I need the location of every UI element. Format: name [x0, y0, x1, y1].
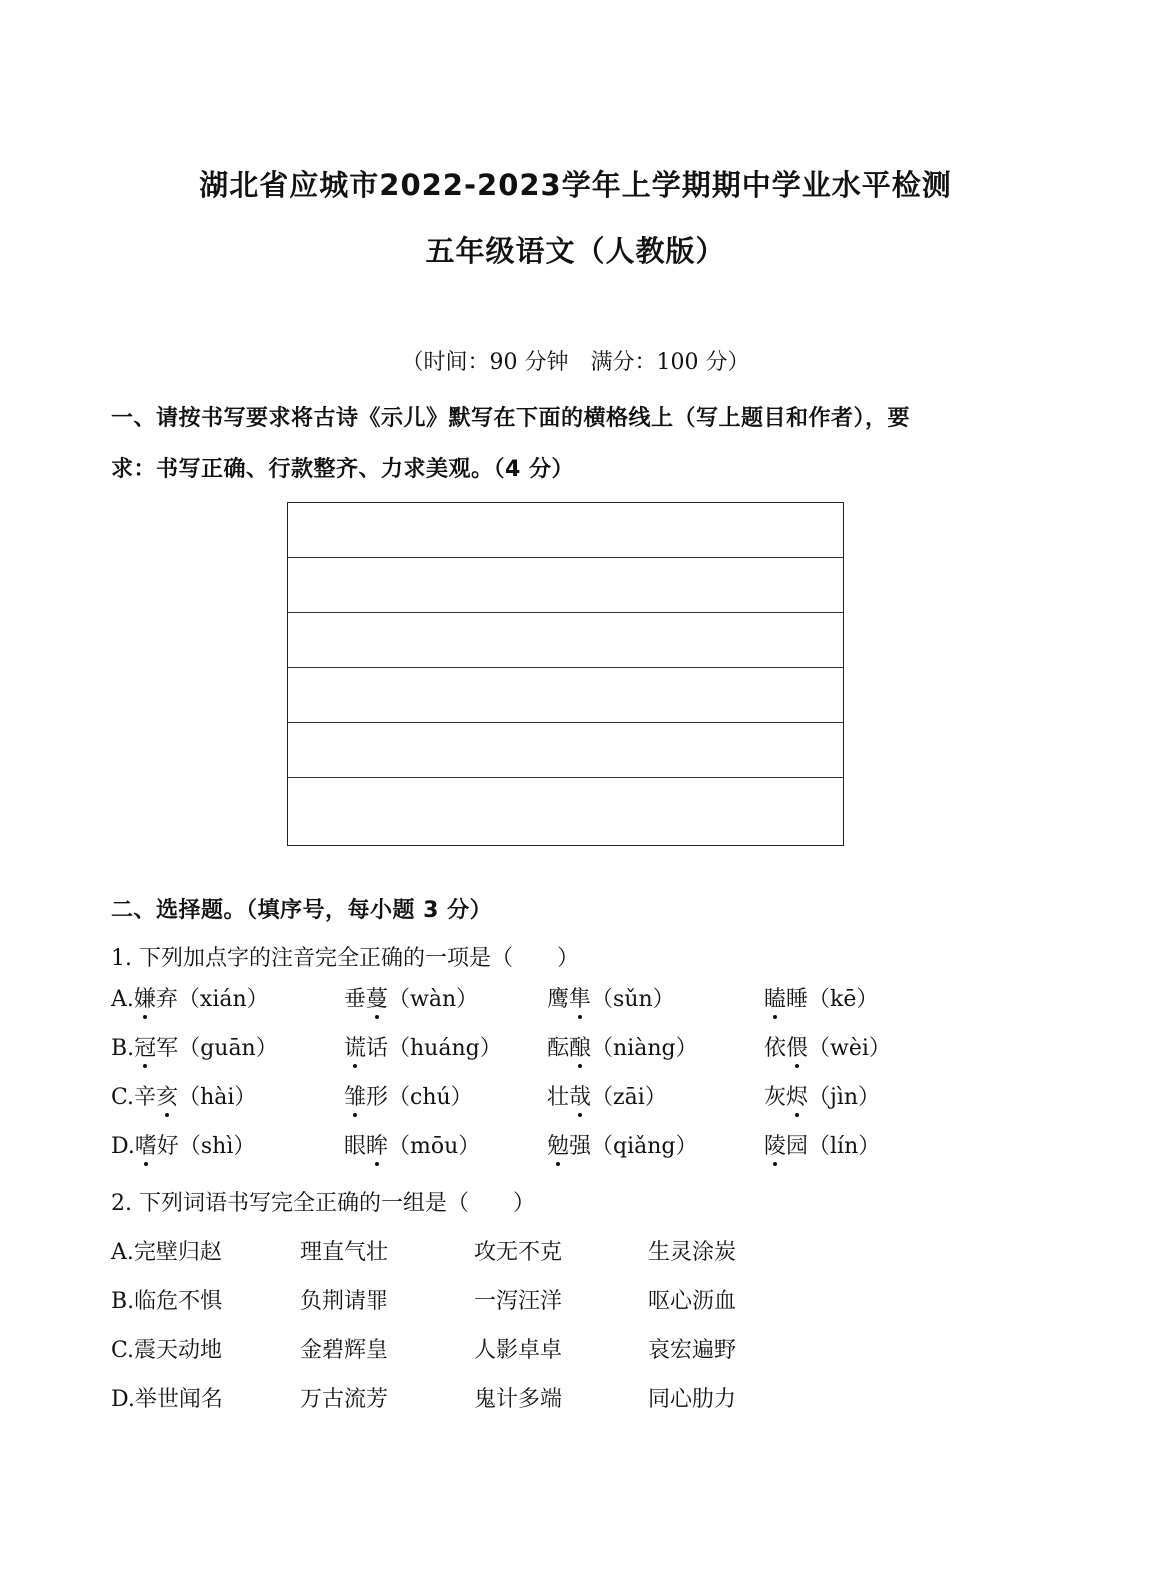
dotted-character: 谎	[344, 1031, 366, 1062]
word-pinyin: （sǔn）	[591, 987, 675, 1012]
option-label: D.	[111, 1134, 135, 1159]
word-pinyin: 强（qiǎng）	[569, 1134, 698, 1159]
word-part: 垂	[344, 987, 367, 1012]
q2-option-word	[648, 1333, 736, 1364]
word-part: 酝	[547, 1036, 570, 1061]
q1-option-item	[344, 1031, 502, 1062]
word-text: 理直气壮	[300, 1240, 389, 1265]
dotted-character: 冠	[134, 1031, 156, 1062]
word-pinyin: （niàng）	[591, 1036, 698, 1061]
q1-option-item	[764, 982, 878, 1013]
q1-option-item	[547, 1031, 698, 1062]
q2-option-word	[474, 1382, 562, 1413]
q2-stem: 2. 下列词语书写完全正确的一组是（ ）	[111, 1191, 535, 1216]
option-label: B.	[111, 1036, 135, 1061]
word-pinyin: 好（shì）	[156, 1134, 256, 1159]
word-text: 举世闻名	[134, 1387, 223, 1412]
section1-heading-line1: 一、请按书写要求将古诗《示儿》默写在下面的横格线上（写上题目和作者），要	[111, 406, 911, 431]
dotted-character: 嗜	[135, 1129, 157, 1160]
q2-option-word	[474, 1235, 562, 1266]
word-text: 负荆请罪	[300, 1289, 389, 1314]
q1-option-item	[764, 1031, 891, 1062]
dotted-character: 烬	[786, 1080, 808, 1111]
dotted-character: 雏	[344, 1080, 366, 1111]
writing-line	[288, 777, 843, 778]
q2-option-word	[474, 1284, 562, 1315]
dotted-character: 隼	[569, 982, 591, 1013]
word-pinyin: 园（lín）	[786, 1134, 881, 1159]
q1-option-item	[111, 1031, 278, 1062]
q1-option-item	[344, 1080, 473, 1111]
word-text: 攻无不克	[474, 1240, 563, 1265]
word-text: 鬼计多端	[474, 1387, 563, 1412]
word-text: 一泻汪洋	[474, 1289, 563, 1314]
word-pinyin: 话（huáng）	[366, 1036, 502, 1061]
q2-option-word	[474, 1333, 562, 1364]
word-text: 万古流芳	[300, 1387, 389, 1412]
dotted-character: 偎	[786, 1031, 808, 1062]
word-text: 临危不惧	[134, 1289, 223, 1314]
q1-option-item	[111, 1080, 256, 1111]
word-part: 眼	[344, 1134, 367, 1159]
exam-meta: （时间：90 分钟 满分：100 分）	[401, 350, 750, 375]
word-text: 震天动地	[134, 1338, 223, 1363]
writing-line	[288, 722, 843, 723]
section2-heading: 二、选择题。（填序号，每小题 3 分）	[111, 898, 493, 923]
option-label: C.	[111, 1338, 135, 1363]
q1-option-row[interactable]	[111, 1129, 1051, 1163]
q2-option-word	[648, 1284, 736, 1315]
q2-option-word	[300, 1382, 388, 1413]
option-label: C.	[111, 1085, 135, 1110]
dotted-character: 勉	[547, 1129, 569, 1160]
word-pinyin: 弃（xián）	[155, 987, 269, 1012]
q2-option-word	[111, 1235, 222, 1266]
q2-option-word	[300, 1333, 388, 1364]
q1-option-item	[547, 1080, 667, 1111]
option-label: A.	[111, 1240, 134, 1265]
q2-option-word	[300, 1235, 388, 1266]
q1-stem: 1. 下列加点字的注音完全正确的一项是（ ）	[111, 946, 579, 971]
option-label: A.	[111, 987, 134, 1012]
dotted-character: 亥	[156, 1080, 178, 1111]
dotted-character: 瞌	[764, 982, 786, 1013]
q1-option-row[interactable]	[111, 982, 1051, 1016]
word-part: 鹰	[547, 987, 570, 1012]
q2-option-word	[111, 1284, 222, 1315]
word-text: 生灵涂炭	[648, 1240, 737, 1265]
word-part: 依	[764, 1036, 787, 1061]
q2-option-row[interactable]	[111, 1284, 1051, 1318]
q2-option-word	[648, 1382, 736, 1413]
q2-option-word	[111, 1333, 222, 1364]
dotted-character: 哉	[569, 1080, 591, 1111]
q1-option-item	[344, 1129, 480, 1160]
word-pinyin: （jìn）	[808, 1085, 881, 1110]
q2-option-word	[300, 1284, 388, 1315]
q1-option-item	[547, 982, 675, 1013]
word-text: 哀宏遍野	[648, 1338, 737, 1363]
dotted-character: 眸	[366, 1129, 388, 1160]
word-text: 人影卓卓	[474, 1338, 563, 1363]
q1-option-item	[344, 982, 478, 1013]
word-pinyin: （wàn）	[388, 987, 479, 1012]
word-pinyin: （wèi）	[808, 1036, 891, 1061]
exam-title: 湖北省应城市2022-2023学年上学期期中学业水平检测	[199, 168, 952, 202]
word-text: 同心肋力	[648, 1387, 737, 1412]
dotted-character: 嫌	[134, 982, 156, 1013]
option-label: D.	[111, 1387, 135, 1412]
q1-option-row[interactable]	[111, 1080, 1051, 1114]
word-pinyin: （hài）	[178, 1085, 257, 1110]
word-pinyin: 军（guān）	[156, 1036, 278, 1061]
word-text: 完壁归赵	[133, 1240, 222, 1265]
dotted-character: 陵	[764, 1129, 786, 1160]
q1-option-item	[547, 1129, 698, 1160]
word-part: 灰	[764, 1085, 787, 1110]
word-text: 呕心沥血	[648, 1289, 737, 1314]
word-pinyin: 睡（kē）	[786, 987, 879, 1012]
q1-option-row[interactable]	[111, 1031, 1051, 1065]
q1-option-item	[764, 1080, 880, 1111]
q2-option-word	[111, 1382, 223, 1413]
q1-option-item	[764, 1129, 880, 1160]
word-part: 壮	[547, 1085, 570, 1110]
word-part: 辛	[134, 1085, 157, 1110]
q2-option-row[interactable]	[111, 1235, 1051, 1269]
writing-line	[288, 557, 843, 558]
writing-box[interactable]	[287, 502, 844, 846]
writing-line	[288, 667, 843, 668]
option-label: B.	[111, 1289, 135, 1314]
q1-option-item	[111, 982, 269, 1013]
q1-option-item	[111, 1129, 255, 1160]
word-pinyin: （zāi）	[591, 1085, 667, 1110]
section1-heading-line2: 求：书写正确、行款整齐、力求美观。（4 分）	[111, 457, 574, 482]
q2-option-word	[648, 1235, 736, 1266]
word-text: 金碧辉皇	[300, 1338, 389, 1363]
word-pinyin: （mōu）	[388, 1134, 481, 1159]
q2-option-row[interactable]	[111, 1333, 1051, 1367]
word-pinyin: 形（chú）	[366, 1085, 473, 1110]
dotted-character: 蔓	[366, 982, 388, 1013]
writing-line	[288, 612, 843, 613]
exam-subtitle: 五年级语文（人教版）	[425, 234, 726, 268]
q2-option-row[interactable]	[111, 1382, 1051, 1416]
dotted-character: 酿	[569, 1031, 591, 1062]
